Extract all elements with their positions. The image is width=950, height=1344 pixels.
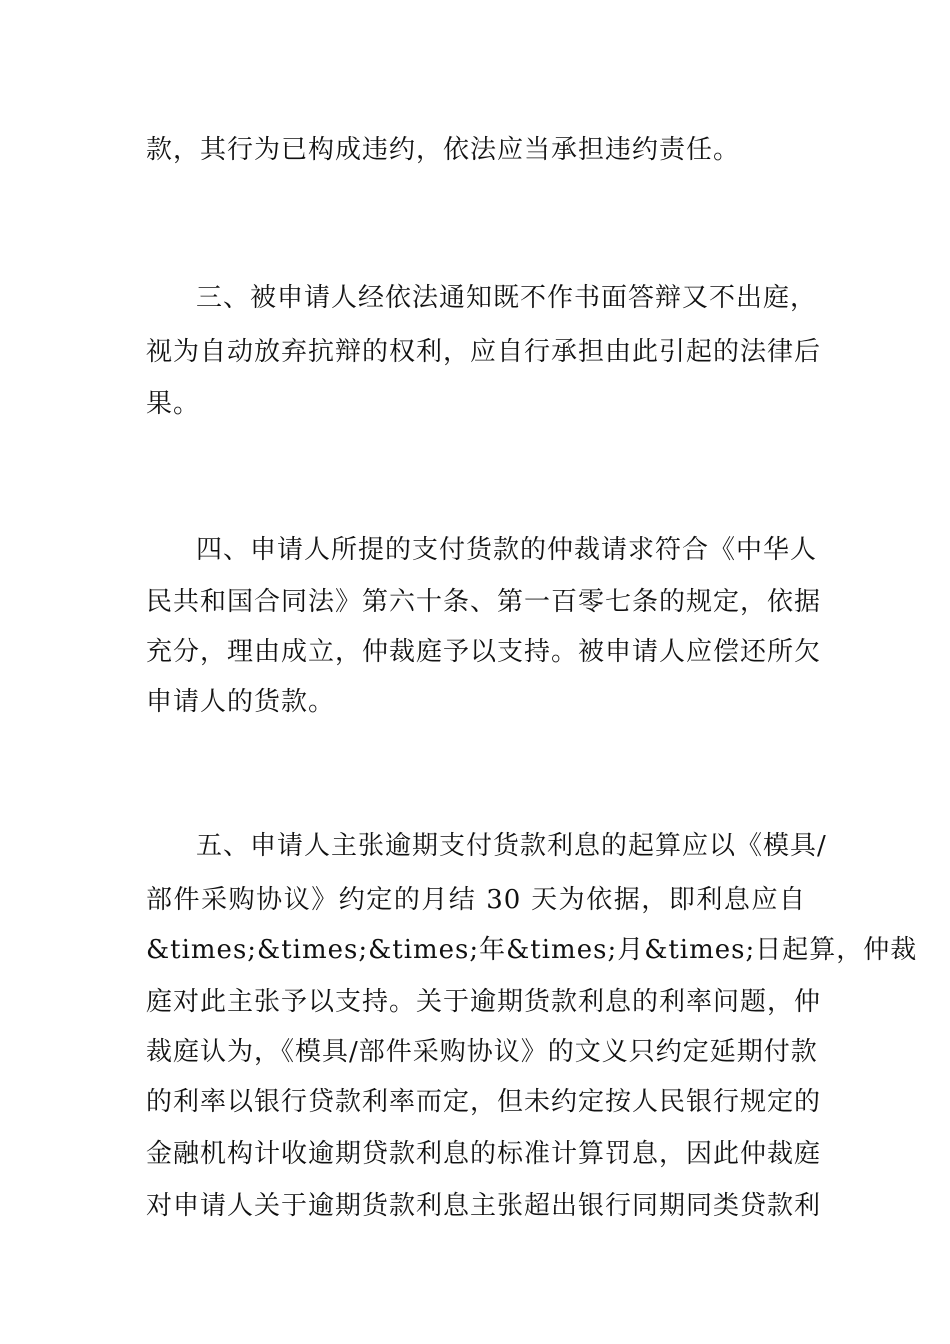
text-line-15: 金融机构计收逾期贷款利息的标准计算罚息，因此仲裁庭 xyxy=(146,1139,822,1169)
text-line-1: 款，其行为已构成违约，依法应当承担违约责任。 xyxy=(146,135,741,165)
text-line-11: &times;&times;&times;年&times;月&times;日起算，仲裁 xyxy=(146,935,918,965)
text-line-7: 充分，理由成立，仲裁庭予以支持。被申请人应偿还所欠 xyxy=(146,637,822,667)
text-line-5: 四、申请人所提的支付货款的仲裁请求符合《中华人 xyxy=(196,535,818,565)
text-line-4: 果。 xyxy=(146,389,201,419)
text-line-16: 对申请人关于逾期货款利息主张超出银行同期同类贷款利 xyxy=(146,1191,822,1221)
text-line-3: 视为自动放弃抗辩的权利，应自行承担由此引起的法律后 xyxy=(146,337,822,367)
text-line-8: 申请人的货款。 xyxy=(146,687,336,717)
text-line-9: 五、申请人主张逾期支付货款利息的起算应以《模具/ xyxy=(196,831,827,861)
text-line-12: 庭对此主张予以支持。关于逾期货款利息的利率问题，仲 xyxy=(146,987,822,1017)
text-line-13: 裁庭认为，《模具/部件采购协议》的文义只约定延期付款 xyxy=(146,1037,818,1067)
text-line-2: 三、被申请人经依法通知既不作书面答辩又不出庭， xyxy=(196,283,818,313)
text-line-6: 民共和国合同法》第六十条、第一百零七条的规定，依据 xyxy=(146,587,822,617)
text-line-14: 的利率以银行贷款利率而定，但未约定按人民银行规定的 xyxy=(146,1087,822,1117)
text-line-10: 部件采购协议》约定的月结 30 天为依据，即利息应自 xyxy=(146,885,806,915)
